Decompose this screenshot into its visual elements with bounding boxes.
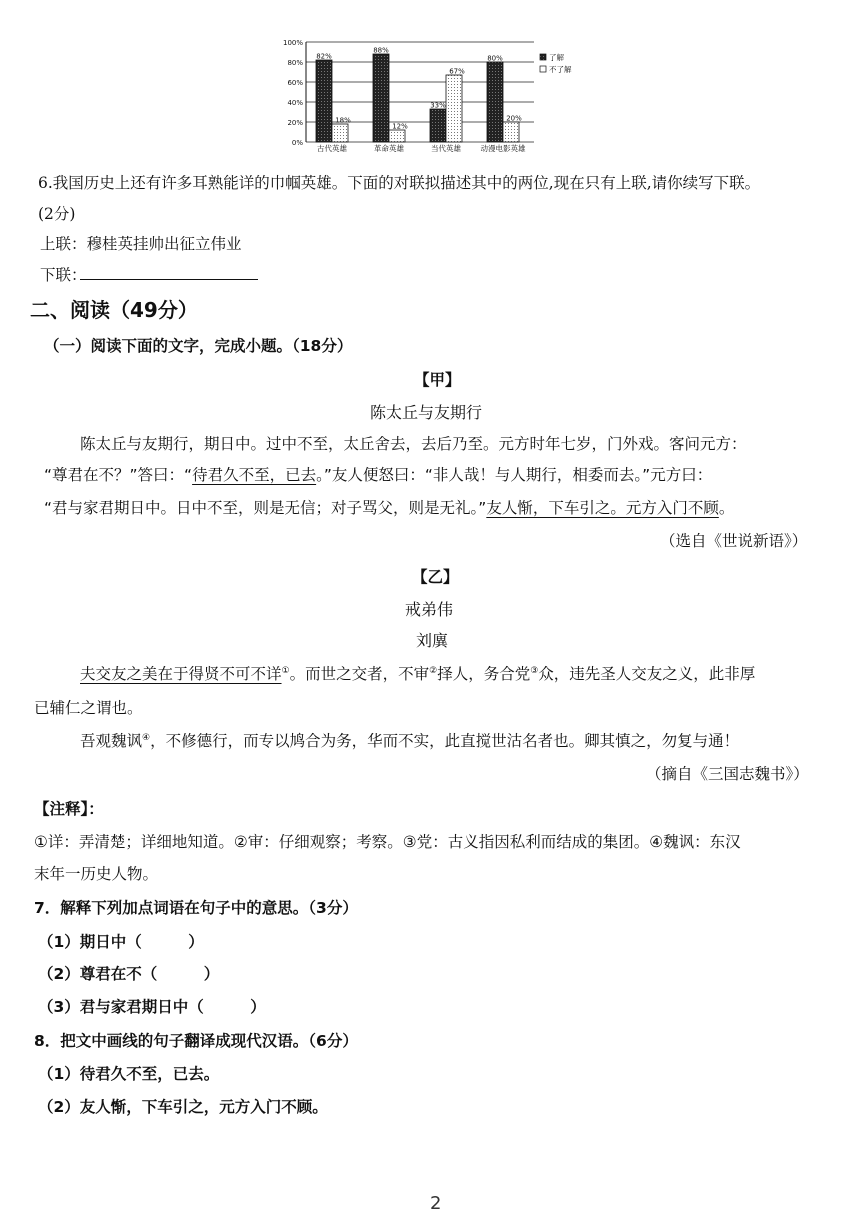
yi-title: 戒弟伟: [405, 600, 454, 619]
q6-upper-couplet: 上联：穆桂英挂帅出征立伟业: [40, 235, 242, 253]
bar-unknown: [332, 124, 348, 142]
jia-source: （选自《世说新语》）: [660, 532, 808, 550]
jia-line-2: “尊君在不？”答曰：“待君久不至，已去。”友人便怒曰：“非人哉！与人期行，相委而去。”元方曰：: [44, 466, 713, 484]
yi-underline: 夫交友之美在于得贤不可不详: [80, 665, 282, 683]
y-tick-label: 0%: [291, 139, 303, 147]
bar-known: [373, 54, 389, 142]
x-tick-label: 当代英雄: [431, 144, 461, 153]
bar-unknown: [446, 75, 462, 142]
data-label: 67%: [449, 67, 465, 76]
yi-source: （摘自《三国志魏书》）: [646, 765, 809, 783]
q7-item-1: （1）期日中（ ）: [38, 933, 204, 951]
jia-underline-2: 友人惭，下车引之。元方入门不顾: [486, 499, 719, 517]
legend-label: 不了解: [549, 65, 572, 74]
q8-item-1: （1）待君久不至，已去。: [38, 1065, 220, 1083]
chart-bars: [316, 54, 519, 142]
data-label: 88%: [373, 46, 389, 55]
q6-answer-line[interactable]: [80, 279, 258, 280]
notes-line-1: ①详：弄清楚；详细地知道。②审：仔细观察；考察。③党：古义指因私利而结成的集团。④魏讽：东汉: [34, 833, 741, 851]
data-label: 20%: [506, 114, 522, 123]
data-label: 18%: [335, 116, 351, 125]
x-tick-label: 动漫电影英雄: [480, 144, 526, 153]
q8-item-2: （2）友人惭，下车引之，元方入门不顾。: [38, 1098, 328, 1116]
y-tick-label: 60%: [287, 79, 303, 87]
legend-label: 了解: [549, 53, 564, 62]
bar-unknown: [503, 122, 519, 142]
x-tick-label: 革命英雄: [374, 144, 404, 153]
survey-bar-chart: [270, 32, 590, 162]
q7-stem: 7．解释下列加点词语在句子中的意思。（3分）: [34, 899, 358, 917]
q6-lower-label: 下联：: [40, 266, 87, 284]
page-number: 2: [430, 1193, 442, 1214]
q6-stem: 6.我国历史上还有许多耳熟能详的巾帼英雄。下面的对联拟描述其中的两位,现在只有上联,请你续写下联。: [38, 174, 761, 192]
chart-legend: [540, 52, 572, 74]
y-tick-label: 100%: [282, 39, 303, 47]
jia-underline-1: 待君久不至，已去: [192, 466, 317, 484]
q7-item-3: （3）君与家君期日中（ ）: [38, 998, 266, 1016]
data-label: 12%: [392, 122, 408, 131]
y-tick-label: 40%: [287, 99, 303, 107]
jia-line-1: 陈太丘与友期行，期日中。过中不至，太丘舍去，去后乃至。元方时年七岁，门外戏。客问元方：: [80, 435, 747, 453]
yi-author: 刘廙: [416, 631, 449, 650]
notes-title: 【注释】：: [34, 800, 104, 818]
data-label: 33%: [430, 101, 446, 110]
y-tick-label: 80%: [287, 59, 303, 67]
q8-stem: 8．把文中画线的句子翻译成现代汉语。（6分）: [34, 1032, 358, 1050]
legend-swatch: [540, 54, 546, 60]
data-label: 80%: [487, 54, 503, 63]
q7-item-2: （2）尊君在不（ ）: [38, 965, 220, 983]
x-tick-label: 古代英雄: [317, 144, 347, 153]
part1-heading: （一）阅读下面的文字，完成小题。（18分）: [44, 337, 353, 355]
jia-line-3: “君与家君期日中。日中不至，则是无信；对子骂父，则是无礼。”友人惭，下车引之。元方入门不顾。: [44, 499, 735, 517]
y-tick-label: 20%: [287, 119, 303, 127]
bar-known: [430, 109, 446, 142]
bar-known: [316, 60, 332, 142]
section-title: 二、阅读（49分）: [30, 298, 198, 322]
legend-swatch: [540, 66, 546, 72]
notes-line-2: 末年一历史人物。: [34, 865, 159, 883]
yi-line-2: 已辅仁之谓也。: [34, 699, 143, 717]
jia-tag: 【甲】: [414, 371, 461, 389]
yi-line-3: 吾观魏讽④，不修德行，而专以鸠合为务，华而不实，此直搅世沽名者也。卿其慎之，勿复与通！: [80, 732, 740, 750]
data-label: 82%: [316, 52, 332, 61]
bar-known: [487, 62, 503, 142]
q6-score: (2分): [38, 205, 76, 223]
jia-title: 陈太丘与友期行: [370, 403, 483, 422]
yi-tag: 【乙】: [412, 568, 459, 586]
yi-line-1: 夫交友之美在于得贤不可不详①。而世之交者，不审②择人，务合党③众，违先圣人交友之义，此非厚: [80, 665, 756, 683]
bar-unknown: [389, 130, 405, 142]
